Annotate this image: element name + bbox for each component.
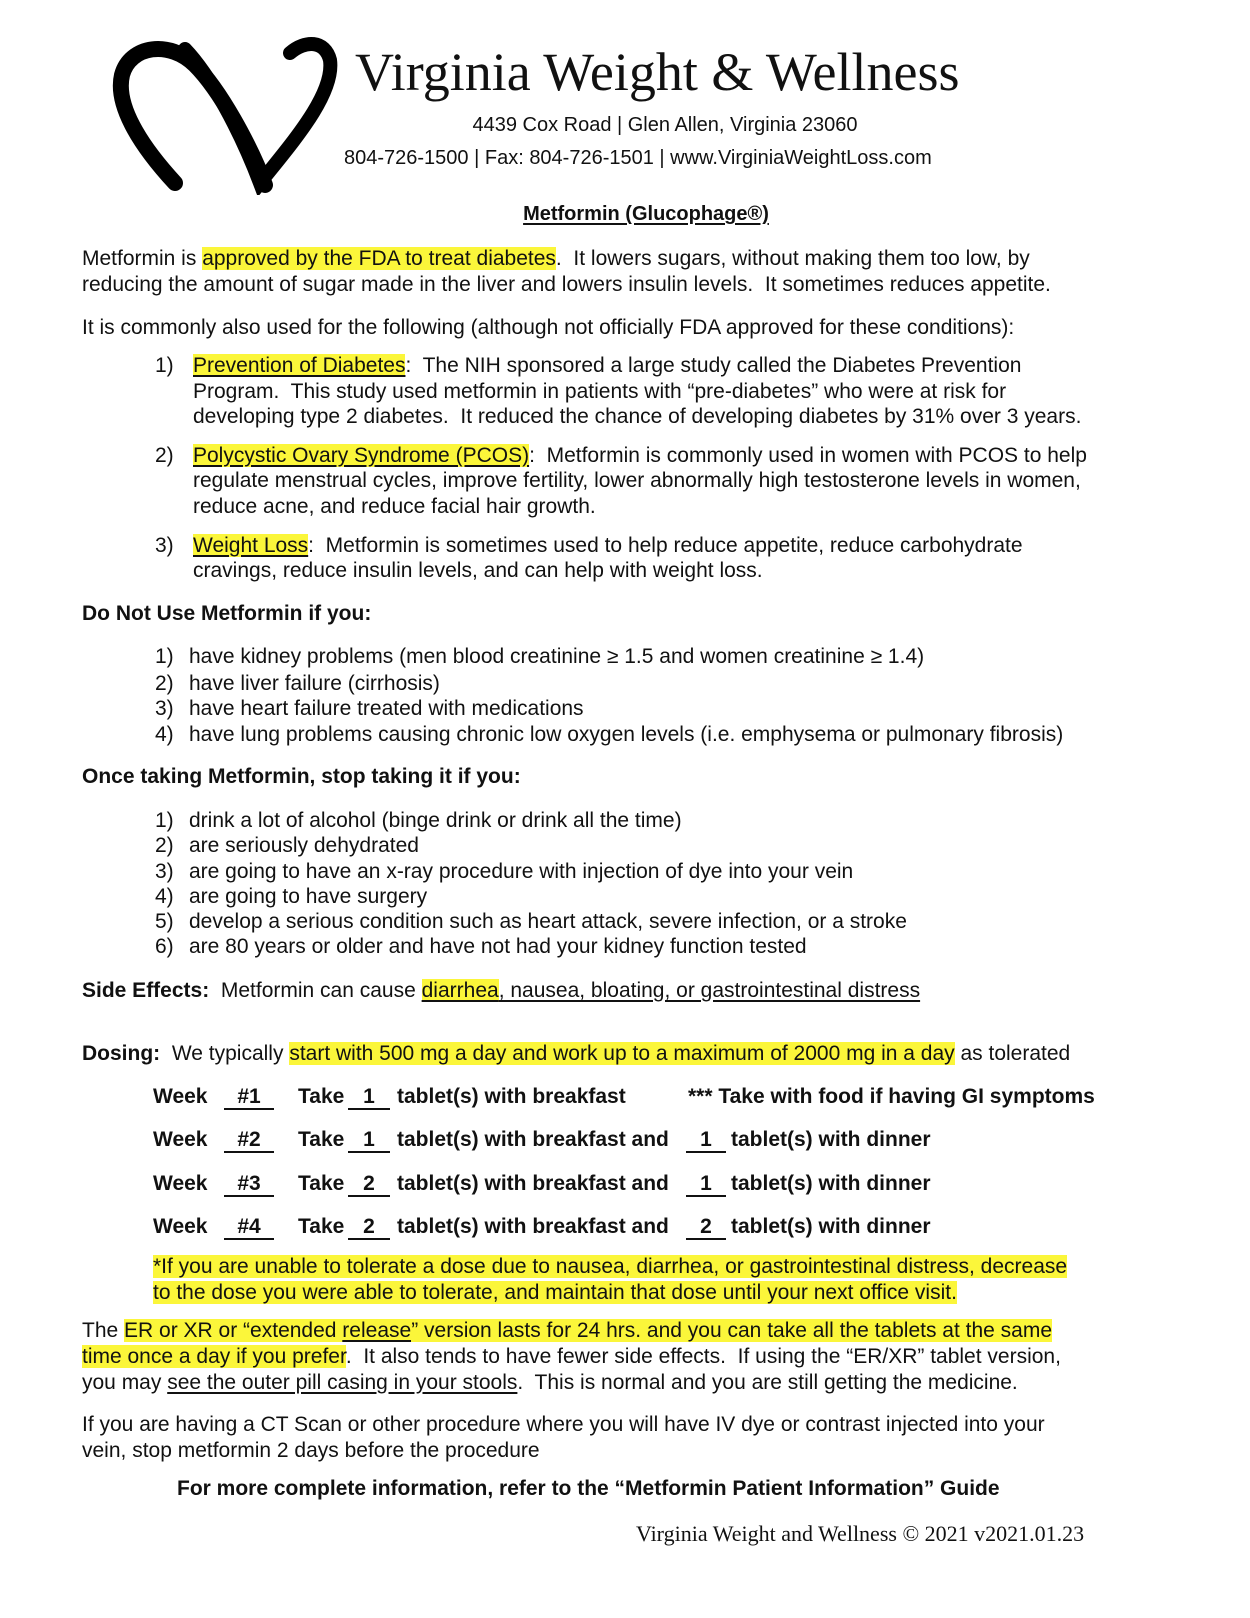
text-segment: : Metformin is commonly used in women with PCOS to help	[529, 444, 1087, 467]
list-number: 3)	[155, 697, 174, 720]
dinner-count: 2	[686, 1214, 726, 1240]
intro-line	[82, 272, 1051, 298]
list-number: 6)	[155, 935, 174, 958]
use-item-line	[193, 533, 1023, 559]
list-number: 4)	[155, 885, 174, 908]
text-segment: If you are having a CT Scan or other procedure where you will have IV dye or contrast injected into your	[82, 1413, 1045, 1436]
list-number: 5)	[155, 910, 174, 933]
text-segment: as tolerated	[954, 1042, 1071, 1065]
text-segment: : Metformin is sometimes used to help reduce appetite, reduce carbohydrate	[308, 534, 1023, 557]
dinner-count: 1	[686, 1171, 726, 1197]
breakfast-label: tablet(s) with breakfast and	[397, 1128, 669, 1151]
use-item-line	[193, 558, 763, 584]
use-item-line	[193, 404, 1081, 430]
list-number: 2)	[155, 672, 174, 695]
ct-scan-paragraph	[82, 1438, 540, 1464]
food-note: *** Take with food if having GI symptoms	[688, 1085, 1095, 1108]
text-segment: Dosing:	[82, 1042, 161, 1065]
week-label: Week	[153, 1128, 208, 1151]
text-segment: It is commonly also used for the following (although not officially FDA approved for these conditions):	[82, 316, 1015, 339]
text-segment: We typically	[160, 1042, 290, 1065]
text-segment: . It lowers sugars, without making them too low, by	[555, 247, 1030, 270]
week-label: Week	[153, 1085, 208, 1108]
list-item: drink a lot of alcohol (binge drink or drink all the time)	[189, 809, 682, 832]
list-item: are seriously dehydrated	[189, 834, 419, 857]
text-segment: cravings, reduce insulin levels, and can help with weight loss.	[193, 559, 763, 582]
breakfast-label: tablet(s) with breakfast and	[397, 1172, 669, 1195]
text-segment: vein, stop metformin 2 days before the procedure	[82, 1439, 540, 1462]
week-number: #2	[224, 1127, 274, 1153]
text-segment: Metformin can cause	[209, 979, 422, 1002]
use-item-line	[193, 468, 1081, 494]
breakfast-count: 1	[348, 1084, 390, 1110]
dinner-label: tablet(s) with dinner	[731, 1128, 931, 1151]
text-segment: release	[342, 1319, 412, 1342]
list-number: 1)	[155, 354, 174, 377]
list-item: have heart failure treated with medications	[189, 697, 584, 720]
list-number: 3)	[155, 534, 174, 557]
week-number: #1	[224, 1084, 274, 1110]
side-effects	[82, 978, 920, 1004]
address: 4439 Cox Road | Glen Allen, Virginia 23060	[472, 114, 858, 136]
list-item: have liver failure (cirrhosis)	[189, 672, 440, 695]
take-label: Take	[298, 1128, 345, 1151]
intro-line	[82, 246, 1030, 272]
breakfast-label: tablet(s) with breakfast and	[397, 1215, 669, 1238]
text-segment: ER or XR or “extended	[124, 1319, 343, 1342]
list-item: are going to have surgery	[189, 885, 428, 908]
text-segment: regulate menstrual cycles, improve fertility, lower abnormally high testosterone levels in women,	[193, 469, 1081, 492]
uses-intro	[82, 315, 1014, 341]
text-segment: Metformin is	[82, 247, 203, 270]
breakfast-count: 2	[348, 1214, 390, 1240]
contact-info: 804-726-1500 | Fax: 804-726-1501 | www.VirginiaWeightLoss.com	[344, 147, 932, 169]
text-segment: Polycystic Ovary Syndrome (PCOS)	[193, 444, 530, 467]
text-segment: diarrhea	[421, 979, 499, 1002]
list-number: 2)	[155, 444, 174, 467]
list-item: have lung problems causing chronic low oxygen levels (i.e. emphysema or pulmonary fibrosis)	[189, 723, 1064, 746]
text-segment: . It also tends to have fewer side effects. If using the “ER/XR” tablet version,	[345, 1345, 1061, 1368]
text-segment: time once a day if you prefer	[82, 1345, 346, 1368]
use-item-line	[193, 353, 1021, 379]
text-segment: start with 500 mg a day and work up to a maximum of 2000 mg in a day	[289, 1042, 955, 1065]
list-number: 2)	[155, 834, 174, 857]
list-number: 1)	[155, 645, 174, 668]
dinner-label: tablet(s) with dinner	[731, 1172, 931, 1195]
text-segment: you may	[82, 1371, 168, 1394]
text-segment: approved by the FDA to treat diabetes	[202, 247, 556, 270]
section-heading: Do Not Use Metformin if you:	[82, 602, 372, 625]
text-segment: The	[82, 1319, 125, 1342]
week-number: #3	[224, 1171, 274, 1197]
text-segment: ” version lasts for 24 hrs. and you can take all the tablets at the same	[411, 1319, 1053, 1342]
section-heading: Once taking Metformin, stop taking it if you:	[82, 765, 521, 788]
tolerance-note	[153, 1280, 957, 1306]
page-title: Metformin (Glucophage®)	[523, 203, 769, 225]
text-segment: reduce acne, and reduce facial hair growth.	[193, 495, 596, 518]
list-item: develop a serious condition such as heart attack, severe infection, or a stroke	[189, 910, 907, 933]
list-item: have kidney problems (men blood creatinine ≥ 1.5 and women creatinine ≥ 1.4)	[189, 645, 925, 668]
use-item-line	[193, 443, 1087, 469]
er-xr-paragraph	[82, 1370, 1018, 1396]
take-label: Take	[298, 1085, 345, 1108]
er-xr-paragraph	[82, 1344, 1061, 1370]
text-segment: reducing the amount of sugar made in the liver and lowers insulin levels. It sometimes reduces appetite.	[82, 273, 1051, 296]
er-xr-paragraph	[82, 1318, 1052, 1344]
text-segment: Program. This study used metformin in patients with “pre-diabetes” who were at risk for	[193, 380, 1007, 403]
breakfast-count: 2	[348, 1171, 390, 1197]
use-item-line	[193, 379, 1006, 405]
text-segment: . This is normal and you are still getting the medicine.	[517, 1371, 1018, 1394]
text-segment: see the outer pill casing in your stools	[167, 1371, 518, 1394]
breakfast-label: tablet(s) with breakfast	[397, 1085, 626, 1108]
take-label: Take	[298, 1172, 345, 1195]
list-item: are 80 years or older and have not had your kidney function tested	[189, 935, 807, 958]
dinner-label: tablet(s) with dinner	[731, 1215, 931, 1238]
text-segment: : The NIH sponsored a large study called the Diabetes Prevention	[405, 354, 1022, 377]
dosing	[82, 1041, 1070, 1067]
ct-scan-paragraph	[82, 1412, 1045, 1438]
use-item-line	[193, 494, 596, 520]
text-segment: to the dose you were able to tolerate, and maintain that dose until your next office visit.	[153, 1281, 957, 1304]
list-number: 4)	[155, 723, 174, 746]
week-number: #4	[224, 1214, 274, 1240]
list-number: 3)	[155, 860, 174, 883]
breakfast-count: 1	[348, 1127, 390, 1153]
list-number: 1)	[155, 809, 174, 832]
week-label: Week	[153, 1215, 208, 1238]
week-label: Week	[153, 1172, 208, 1195]
list-item: are going to have an x-ray procedure with injection of dye into your vein	[189, 860, 854, 883]
take-label: Take	[298, 1215, 345, 1238]
text-segment: developing type 2 diabetes. It reduced the chance of developing diabetes by 31% over 3 years.	[193, 405, 1082, 428]
text-segment: Weight Loss	[193, 534, 309, 557]
footer: Virginia Weight and Wellness © 2021 v2021.01.23	[636, 1521, 1085, 1546]
text-segment: Prevention of Diabetes	[193, 354, 406, 377]
org-name: Virginia Weight & Wellness	[355, 42, 960, 102]
more-info: For more complete information, refer to the “Metformin Patient Information” Guide	[177, 1477, 1000, 1500]
dinner-count: 1	[686, 1127, 726, 1153]
text-segment: , nausea, bloating, or gastrointestinal distress	[498, 979, 921, 1002]
text-segment: Side Effects:	[82, 979, 210, 1002]
text-segment: *If you are unable to tolerate a dose due to nausea, diarrhea, or gastrointestinal distress, decrease	[153, 1255, 1068, 1278]
tolerance-note	[153, 1254, 1067, 1280]
